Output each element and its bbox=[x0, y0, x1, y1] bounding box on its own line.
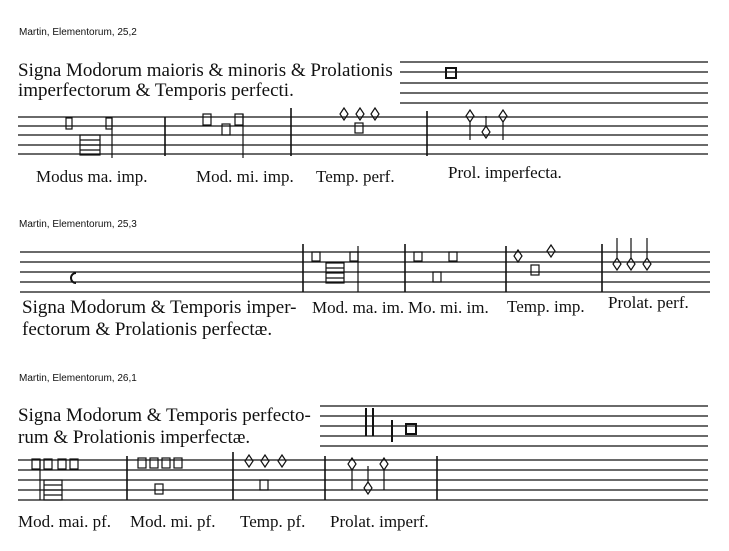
label-1-prolatio: Prol. imperfecta. bbox=[448, 163, 562, 182]
citation-3: Martin, Elementorum, 26,1 bbox=[19, 373, 137, 384]
rest-group-2a bbox=[312, 246, 358, 292]
citation-1: Martin, Elementorum, 25,2 bbox=[19, 27, 137, 38]
semibreve-group-2 bbox=[514, 245, 555, 275]
caption-2-line-1: Signa Modorum & Temporis imper- bbox=[22, 297, 297, 318]
staff-3a bbox=[320, 406, 708, 446]
caption-2-line-2: fectorum & Prolationis perfectæ. bbox=[22, 319, 273, 340]
label-1-modus-maior: Modus ma. imp. bbox=[36, 167, 148, 186]
barlines-1 bbox=[165, 108, 427, 156]
label-1-tempus: Temp. perf. bbox=[316, 167, 395, 186]
label-2-prolatio: Prolat. perf. bbox=[608, 293, 689, 312]
label-3-prolatio: Prolat. imperf. bbox=[330, 512, 429, 531]
label-3-modus-minor: Mod. mi. pf. bbox=[130, 512, 216, 531]
label-3-modus-maior: Mod. mai. pf. bbox=[18, 512, 112, 531]
barlines-2 bbox=[303, 244, 602, 292]
caption-1-line-2: imperfectorum & Temporis perfecti. bbox=[18, 80, 294, 101]
breve-note-1 bbox=[446, 68, 456, 78]
rest-group-1b bbox=[203, 114, 243, 158]
label-3-tempus: Temp. pf. bbox=[240, 512, 306, 531]
caption-3-line-1: Signa Modorum & Temporis perfecto- bbox=[18, 405, 311, 426]
staff-3b bbox=[18, 460, 708, 500]
staff-2 bbox=[20, 252, 710, 292]
rest-group-2b bbox=[414, 252, 457, 282]
rest-group-3b bbox=[138, 458, 182, 494]
minim-group-3 bbox=[348, 458, 388, 494]
label-1-modus-minor: Mod. mi. imp. bbox=[196, 167, 294, 186]
clef-3 bbox=[366, 408, 392, 442]
label-2-modus-minor: Mo. mi. im. bbox=[408, 298, 489, 317]
label-2-tempus: Temp. imp. bbox=[507, 297, 585, 316]
minim-group-2 bbox=[613, 238, 651, 270]
semibreve-group-1 bbox=[340, 108, 379, 133]
rest-group-1a bbox=[66, 118, 112, 158]
caption-3-line-2: rum & Prolationis imperfectæ. bbox=[18, 427, 251, 448]
label-2-modus-maior: Mod. ma. im. bbox=[312, 298, 405, 317]
caption-1-line-1: Signa Modorum maioris & minoris & Prolationis bbox=[18, 60, 393, 81]
citation-2: Martin, Elementorum, 25,3 bbox=[19, 219, 137, 230]
